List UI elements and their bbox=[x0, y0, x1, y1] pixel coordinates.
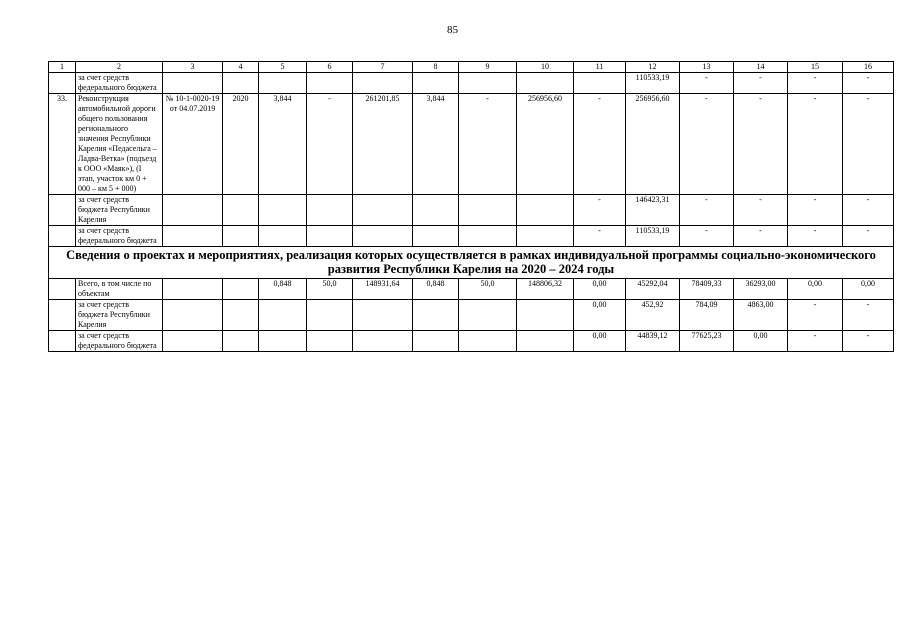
table-cell bbox=[163, 279, 223, 300]
table-cell bbox=[49, 226, 76, 247]
column-header: 4 bbox=[223, 62, 259, 73]
table-cell: 148806,32 bbox=[517, 279, 574, 300]
table-cell: - bbox=[680, 94, 734, 195]
table-cell bbox=[307, 226, 353, 247]
table-cell bbox=[517, 73, 574, 94]
table-cell: 3,844 bbox=[413, 94, 459, 195]
table-cell: - bbox=[788, 94, 843, 195]
table-cell bbox=[49, 331, 76, 352]
table-cell: 110533,19 bbox=[626, 73, 680, 94]
table-cell bbox=[163, 300, 223, 331]
table-cell: 3,844 bbox=[259, 94, 307, 195]
table-cell bbox=[307, 73, 353, 94]
table-cell bbox=[459, 73, 517, 94]
table-row-item-33 bbox=[49, 94, 894, 195]
table-cell: 0,00 bbox=[734, 331, 788, 352]
column-header: 1 bbox=[49, 62, 76, 73]
table-cell: 146423,31 bbox=[626, 195, 680, 226]
column-header: 14 bbox=[734, 62, 788, 73]
table-cell: - bbox=[734, 226, 788, 247]
table-cell: - bbox=[680, 226, 734, 247]
table-cell: за счет средств бюджета Республики Карелия bbox=[76, 195, 163, 226]
table-cell: 50,0 bbox=[307, 279, 353, 300]
table-cell bbox=[223, 279, 259, 300]
table-cell bbox=[259, 226, 307, 247]
table-cell bbox=[259, 331, 307, 352]
table-cell: 2020 bbox=[223, 94, 259, 195]
table-cell bbox=[353, 300, 413, 331]
table-cell: - bbox=[307, 94, 353, 195]
table-cell: - bbox=[574, 94, 626, 195]
table-cell bbox=[517, 195, 574, 226]
column-header: 15 bbox=[788, 62, 843, 73]
table-cell bbox=[223, 331, 259, 352]
table-cell bbox=[259, 73, 307, 94]
column-number-row bbox=[49, 62, 894, 73]
table-cell: 45292,04 bbox=[626, 279, 680, 300]
page-number: 85 bbox=[447, 24, 458, 36]
table-cell bbox=[413, 331, 459, 352]
table-cell bbox=[49, 195, 76, 226]
table-cell: - bbox=[734, 94, 788, 195]
section-title-row bbox=[49, 247, 894, 279]
table-cell: - bbox=[843, 300, 894, 331]
table-row-fed-1 bbox=[49, 73, 894, 94]
table-cell: - bbox=[734, 73, 788, 94]
table-cell bbox=[307, 300, 353, 331]
column-header: 7 bbox=[353, 62, 413, 73]
column-header: 3 bbox=[163, 62, 223, 73]
table-cell bbox=[574, 73, 626, 94]
table-cell: 77625,23 bbox=[680, 331, 734, 352]
table-cell: - bbox=[680, 195, 734, 226]
table-row-fed-33 bbox=[49, 226, 894, 247]
table-cell bbox=[163, 331, 223, 352]
table-cell bbox=[49, 73, 76, 94]
table-cell: - bbox=[843, 195, 894, 226]
table-cell bbox=[223, 226, 259, 247]
table-cell: за счет средств бюджета Республики Карелия bbox=[76, 300, 163, 331]
table-cell bbox=[413, 195, 459, 226]
table-cell: 0,848 bbox=[413, 279, 459, 300]
column-header: 2 bbox=[76, 62, 163, 73]
table-cell: 110533,19 bbox=[626, 226, 680, 247]
column-header: 13 bbox=[680, 62, 734, 73]
table-cell: - bbox=[788, 195, 843, 226]
table-cell: - bbox=[788, 331, 843, 352]
table-cell bbox=[307, 195, 353, 226]
table-cell bbox=[459, 300, 517, 331]
table-cell: 44839,12 bbox=[626, 331, 680, 352]
table-cell bbox=[353, 226, 413, 247]
table-cell: 261201,85 bbox=[353, 94, 413, 195]
table-cell: 36293,00 bbox=[734, 279, 788, 300]
table-cell: - bbox=[843, 73, 894, 94]
table-cell: № 10-1-0020-19 от 04.07.2019 bbox=[163, 94, 223, 195]
table-cell: 4863,00 bbox=[734, 300, 788, 331]
table-cell bbox=[413, 300, 459, 331]
table-cell: 0,00 bbox=[574, 300, 626, 331]
table-cell bbox=[459, 195, 517, 226]
table-cell: - bbox=[843, 331, 894, 352]
table-cell: - bbox=[574, 195, 626, 226]
table-row-rk-total bbox=[49, 300, 894, 331]
table-cell bbox=[353, 195, 413, 226]
table-cell bbox=[163, 73, 223, 94]
table-cell bbox=[163, 195, 223, 226]
table-cell: - bbox=[734, 195, 788, 226]
table-cell bbox=[49, 300, 76, 331]
table-cell bbox=[413, 226, 459, 247]
table-cell bbox=[307, 331, 353, 352]
column-header: 11 bbox=[574, 62, 626, 73]
table-cell: 0,00 bbox=[788, 279, 843, 300]
table-cell: за счет средств федерального бюджета bbox=[76, 73, 163, 94]
table-cell: 0,00 bbox=[843, 279, 894, 300]
table-cell: 0,00 bbox=[574, 331, 626, 352]
table-cell bbox=[259, 300, 307, 331]
table-cell: 0,00 bbox=[574, 279, 626, 300]
table-row-fed-total bbox=[49, 331, 894, 352]
section-title: Сведения о проектах и мероприятиях, реализация которых осуществляется в рамках индивидуальной программы социально-экономического развития Республики Карелия на 2020 – 2024 годы bbox=[49, 247, 894, 279]
column-header: 12 bbox=[626, 62, 680, 73]
table-cell bbox=[353, 331, 413, 352]
table-cell bbox=[517, 226, 574, 247]
table-cell: Реконструкция автомобильной дороги общего пользования регионального значения Республики Карелия «Педасельга – Ладва-Ветка» (подъезд к ООО «Маяк»), (I этап, участок км 0 + 000 – км 5 + 000) bbox=[76, 94, 163, 195]
table-cell: Всего, в том числе по объектам bbox=[76, 279, 163, 300]
table-cell bbox=[223, 300, 259, 331]
table-cell: 148931,64 bbox=[353, 279, 413, 300]
column-header: 6 bbox=[307, 62, 353, 73]
table-cell bbox=[223, 73, 259, 94]
table-cell: 256956,60 bbox=[626, 94, 680, 195]
table-cell: 33. bbox=[49, 94, 76, 195]
table-cell bbox=[459, 226, 517, 247]
table-cell bbox=[517, 300, 574, 331]
column-header: 9 bbox=[459, 62, 517, 73]
table-cell bbox=[459, 331, 517, 352]
table-cell: - bbox=[788, 226, 843, 247]
table-cell bbox=[353, 73, 413, 94]
column-header: 8 bbox=[413, 62, 459, 73]
table-cell: 78409,33 bbox=[680, 279, 734, 300]
table-cell bbox=[49, 279, 76, 300]
table-cell: - bbox=[459, 94, 517, 195]
table-cell: 50,0 bbox=[459, 279, 517, 300]
table-cell: за счет средств федерального бюджета bbox=[76, 226, 163, 247]
table-cell bbox=[413, 73, 459, 94]
table-cell: - bbox=[788, 300, 843, 331]
table-cell: 784,09 bbox=[680, 300, 734, 331]
table-cell: - bbox=[680, 73, 734, 94]
column-header: 5 bbox=[259, 62, 307, 73]
table-cell: - bbox=[843, 226, 894, 247]
table-cell bbox=[259, 195, 307, 226]
table-cell: - bbox=[788, 73, 843, 94]
table-cell: за счет средств федерального бюджета bbox=[76, 331, 163, 352]
table-cell: 0,848 bbox=[259, 279, 307, 300]
column-header: 16 bbox=[843, 62, 894, 73]
table-row-rk-33 bbox=[49, 195, 894, 226]
table-cell: 452,92 bbox=[626, 300, 680, 331]
column-header: 10 bbox=[517, 62, 574, 73]
table-cell: - bbox=[574, 226, 626, 247]
table-cell: 256956,60 bbox=[517, 94, 574, 195]
table-cell bbox=[163, 226, 223, 247]
table-cell: - bbox=[843, 94, 894, 195]
table-cell bbox=[517, 331, 574, 352]
table-row-total bbox=[49, 279, 894, 300]
table-cell bbox=[223, 195, 259, 226]
data-table bbox=[48, 61, 894, 352]
